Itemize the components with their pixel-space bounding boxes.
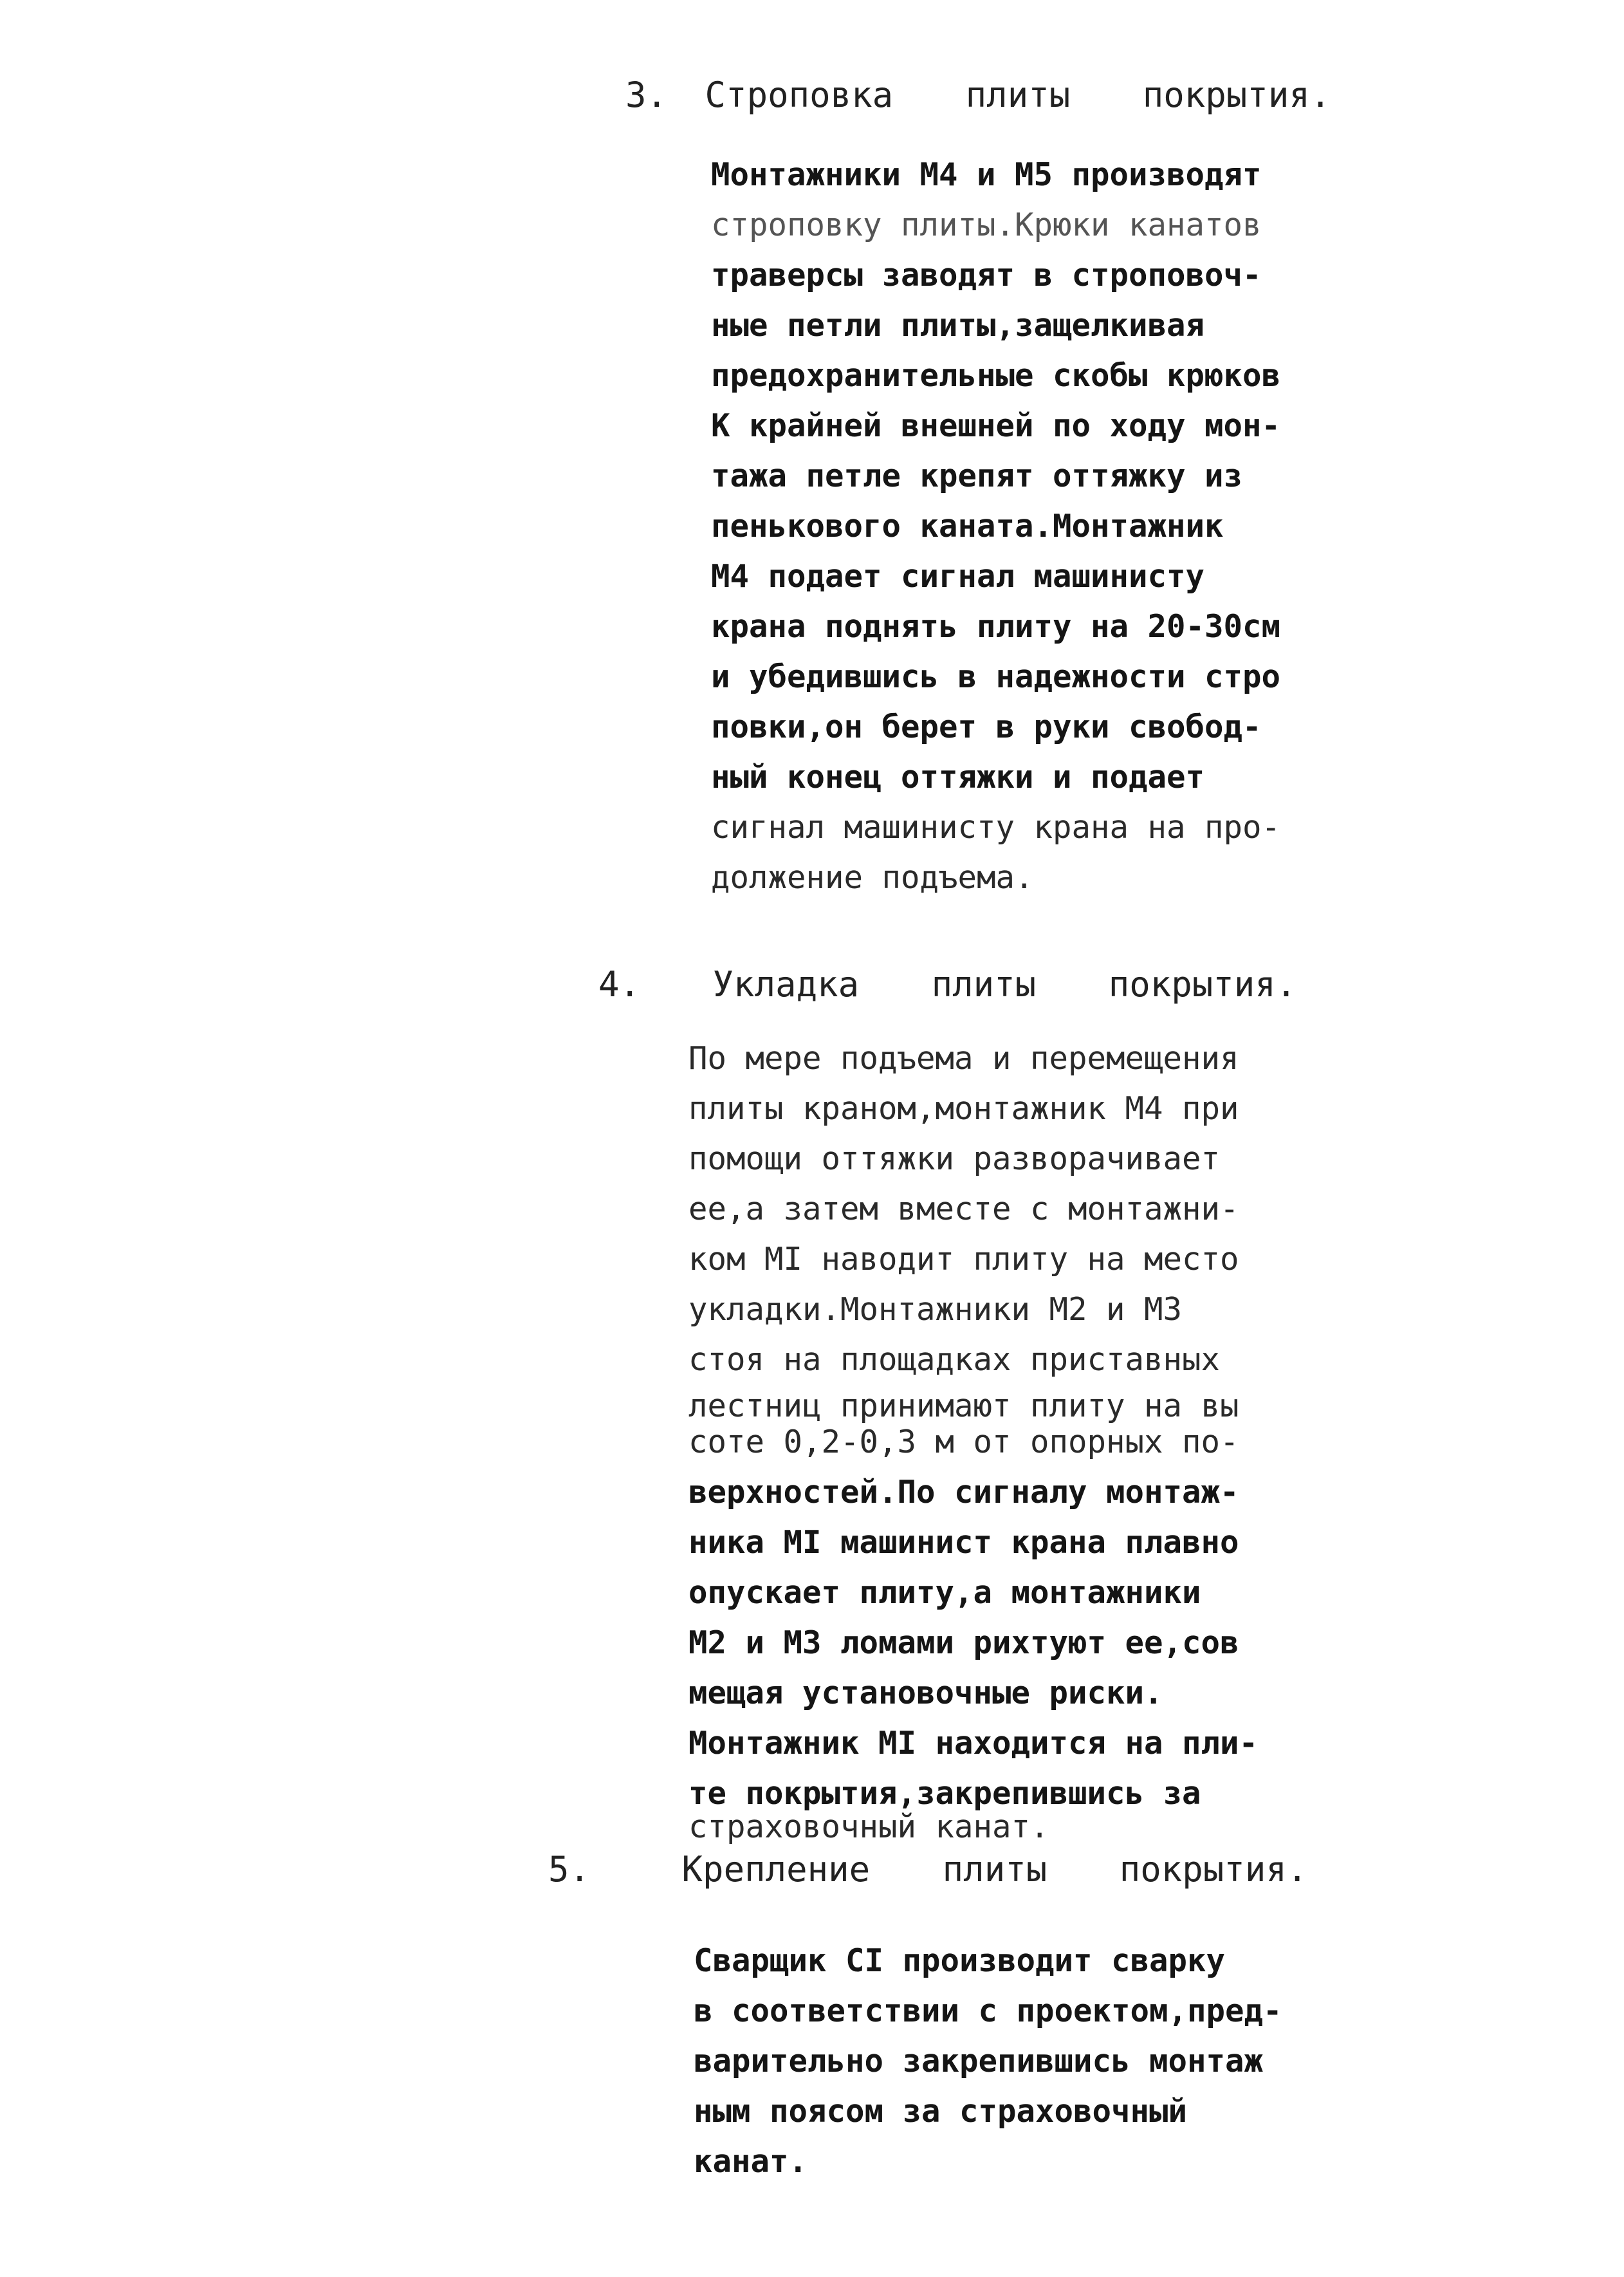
section-3-heading <box>625 76 1331 115</box>
text-line: Сварщик СI производит сварку <box>694 1942 1226 1979</box>
section-title-word: плиты <box>965 75 1071 115</box>
text-line: ника МI машинист крана плавно <box>688 1524 1239 1561</box>
text-line: помощи оттяжки разворачивает <box>688 1140 1221 1177</box>
text-line: сигнал машинисту крана на про- <box>711 809 1281 846</box>
text-line: опускает плиту,а монтажники <box>688 1574 1201 1611</box>
section-4-body <box>688 1034 1258 1852</box>
text-line: ным поясом за страховочный <box>694 2093 1188 2130</box>
text-line: канат. <box>694 2143 808 2180</box>
section-number: 3. <box>625 75 668 115</box>
text-line: соте 0,2-0,3 м от опорных по- <box>688 1424 1239 1460</box>
text-line: тажа петле крепят оттяжку из <box>711 458 1243 494</box>
text-line: предохранительные скобы крюков <box>711 357 1281 394</box>
section-5-body <box>694 1936 1282 2187</box>
text-line: должение подъема. <box>711 859 1034 896</box>
text-line: К крайней внешней по ходу мон- <box>711 407 1281 444</box>
section-3-body <box>711 150 1280 903</box>
text-line: М2 и М3 ломами рихтуют ее,сов <box>688 1624 1239 1661</box>
text-line: в соответствии с проектом,пред- <box>694 1993 1282 2029</box>
text-line: крана поднять плиту на 20-30см <box>711 608 1281 645</box>
text-line: стоя на площадках приставных <box>688 1341 1221 1378</box>
text-line: Монтажник МI находится на пли- <box>688 1725 1259 1761</box>
section-title-word: плиты <box>931 964 1037 1005</box>
section-title-word: плиты <box>942 1849 1047 1890</box>
text-line: повки,он берет в руки свобод- <box>711 709 1262 745</box>
text-line: пенькового каната.Монтажник <box>711 508 1224 544</box>
section-number: 4. <box>598 964 641 1005</box>
text-line: страховочный канат. <box>688 1808 1049 1845</box>
text-line: Монтажники М4 и М5 производят <box>711 156 1262 193</box>
section-4-heading <box>598 965 1296 1004</box>
section-title-word: Строповка <box>705 75 894 115</box>
text-line: плиты краном,монтажник М4 при <box>688 1090 1239 1127</box>
section-title-word: Укладка <box>712 964 860 1005</box>
section-5-heading <box>548 1850 1307 1889</box>
section-number: 5. <box>548 1849 591 1890</box>
text-line: ее,а затем вместе с монтажни- <box>688 1191 1239 1227</box>
text-line: те покрытия,закрепившись за <box>688 1775 1201 1812</box>
text-line: ные петли плиты,защелкивая <box>711 307 1205 344</box>
section-title-word: покрытия. <box>1108 964 1297 1005</box>
text-line: строповку плиты.Крюки канатов <box>711 207 1262 243</box>
text-line: укладки.Монтажники М2 и М3 <box>688 1291 1183 1328</box>
text-line: траверсы заводят в строповоч- <box>711 257 1262 293</box>
text-line: верхностей.По сигналу монтаж- <box>688 1474 1239 1510</box>
text-line: М4 подает сигнал машинисту <box>711 558 1205 595</box>
section-title-word: покрытия. <box>1142 75 1331 115</box>
text-line: лестниц принимают плиту на вы <box>688 1388 1239 1424</box>
section-title-word: Крепление <box>681 1849 871 1890</box>
text-line: ком МI наводит плиту на место <box>688 1241 1239 1278</box>
text-line: варительно закрепившись монтаж <box>694 2043 1264 2079</box>
text-line: ный конец оттяжки и подает <box>711 759 1205 795</box>
text-line: По мере подъема и перемещения <box>688 1040 1239 1077</box>
text-line: и убедившись в надежности стро <box>711 658 1281 695</box>
section-title-word: покрытия. <box>1119 1849 1308 1890</box>
text-line: мещая установочные риски. <box>688 1675 1163 1711</box>
